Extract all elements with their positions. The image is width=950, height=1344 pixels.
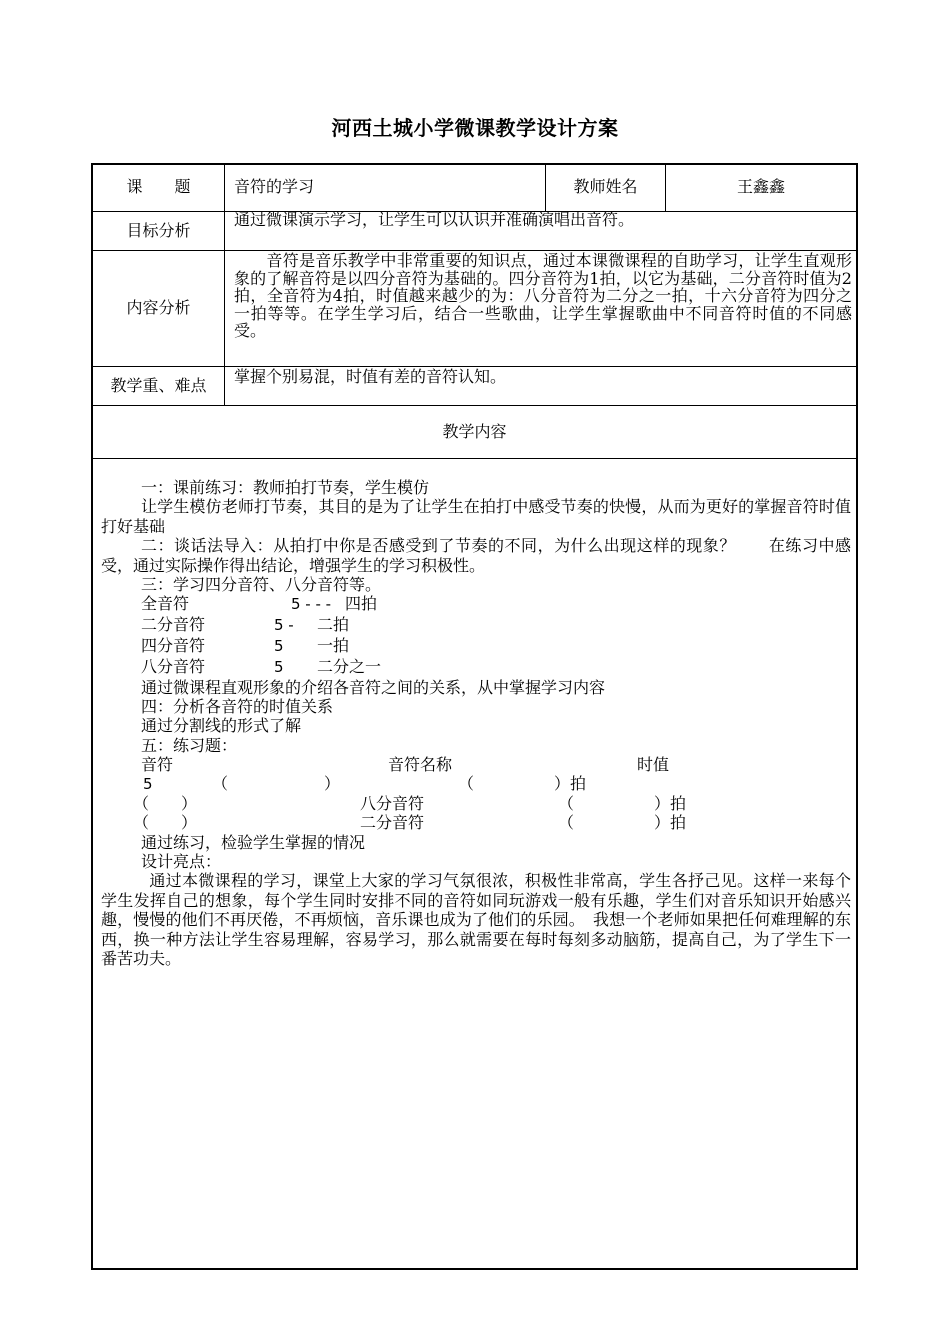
- design-highlight-text: 通过本微课程的学习，课堂上大家的学习气氛很浓，积极性非常高，学生各抒己见。这样一来每个学生发挥自己的想象，每个学生同时安排不同的音符如同玩游戏一般有乐趣，学生们对音乐知识开始感兴趣，慢慢的他们不再厌倦，不再烦恼，音乐课也成为了他们的乐园。 我想一个老师如果把任何难理解的东西，换一种方法让学生容易理解，容易学习，那么就需要在每时每刻多动脑筋，提高自己，为了学生下一番苦功夫。: [101, 871, 851, 968]
- note-name: 二分音符: [141, 615, 206, 634]
- exercise-header-note: 音符: [141, 755, 174, 774]
- note-name: 全音符: [141, 594, 190, 613]
- note-symbol: 5: [274, 637, 284, 655]
- content-value: 音符是音乐教学中非常重要的知识点，通过本课微课程的自助学习，让学生直观形象的了解音符是以四分音符为基础的。四分音符为1拍，以它为基础，二分音符时值为2拍，全音符为4拍，时值越来越少的为：八分音符为二分之一拍，十六分音符为四分之一拍等等。在学生学习后，结合一些歌曲，让学生掌握歌曲中不同音符时值的不同感受。: [234, 251, 852, 340]
- exercise-name: 八分音符: [360, 794, 425, 813]
- step-five: 五：练习题：: [141, 736, 238, 755]
- note-beats: 四拍: [345, 594, 378, 613]
- note-symbol: 5: [274, 658, 284, 676]
- exercise-blank[interactable]: （ ）: [133, 813, 198, 832]
- exercise-blank[interactable]: （ ）拍: [558, 794, 687, 813]
- section-header: 教学内容: [442, 422, 507, 441]
- note-symbol: 5 -: [274, 616, 294, 634]
- exercise-note: 5: [143, 775, 153, 793]
- note-beats: 二分之一: [317, 657, 382, 676]
- col-divider: [224, 163, 225, 406]
- exercise-blank[interactable]: （ ）: [212, 774, 341, 793]
- practice-check: 通过练习，检验学生掌握的情况: [141, 833, 366, 852]
- document-title: 河西土城小学微课教学设计方案: [331, 116, 619, 140]
- content-label: 内容分析: [126, 298, 191, 317]
- exercise-blank[interactable]: （ ）: [133, 794, 198, 813]
- step-four: 四：分析各音符的时值关系: [141, 697, 334, 716]
- key-value: 掌握个别易混，时值有差的音符认知。: [234, 367, 507, 386]
- intro-line: 通过微课程直观形象的介绍各音符之间的关系，从中掌握学习内容: [141, 678, 606, 697]
- row-divider: [91, 405, 858, 406]
- teacher-value: 王鑫鑫: [736, 177, 785, 196]
- exercise-header-value: 时值: [637, 755, 670, 774]
- design-highlight-heading: 设计亮点：: [141, 852, 222, 871]
- teacher-label: 教师姓名: [573, 177, 638, 196]
- note-beats: 一拍: [317, 636, 350, 655]
- step-two: 二：谈话法导入：从拍打中你是否感受到了节奏的不同，为什么出现这样的现象？ 在练习中感受，通过实际操作得出结论，增强学生的学习积极性。: [101, 536, 851, 575]
- exercise-blank[interactable]: （ ）拍: [458, 774, 587, 793]
- step-one: 一：课前练习：教师拍打节奏，学生模仿: [141, 478, 430, 497]
- divider-line-note: 通过分割线的形式了解: [141, 716, 302, 735]
- topic-value: 音符的学习: [234, 177, 315, 196]
- note-symbol: 5 - - -: [291, 595, 332, 613]
- note-name: 八分音符: [141, 657, 206, 676]
- exercise-blank[interactable]: （ ）拍: [558, 813, 687, 832]
- key-label: 教学重、难点: [110, 376, 207, 395]
- step-three: 三：学习四分音符、八分音符等。: [141, 575, 382, 594]
- row-divider: [91, 458, 858, 459]
- note-beats: 二拍: [317, 615, 350, 634]
- exercise-header-name: 音符名称: [388, 755, 453, 774]
- topic-label: 课 题: [126, 177, 191, 196]
- step-one-desc: 让学生模仿老师打节奏，其目的是为了让学生在拍打中感受节奏的快慢，从而为更好的掌握音符时值打好基础: [101, 497, 851, 536]
- exercise-name: 二分音符: [360, 813, 425, 832]
- goal-label: 目标分析: [126, 221, 191, 240]
- goal-value: 通过微课演示学习，让学生可以认识并准确演唱出音符。: [234, 210, 635, 229]
- note-name: 四分音符: [141, 636, 206, 655]
